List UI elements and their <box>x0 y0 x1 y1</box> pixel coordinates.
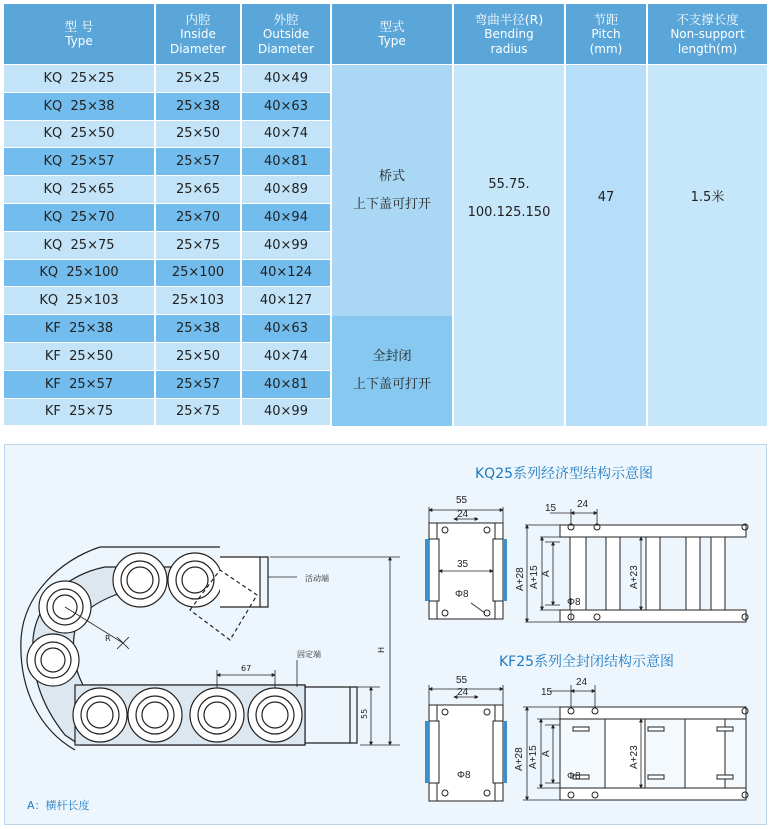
cell-inside: 25×50 <box>156 121 242 149</box>
cell-type: KF 25×50 <box>4 343 156 371</box>
header-pitch-en: Pitch (mm) <box>589 26 623 56</box>
cross-bar-note: A：横杆长度 <box>27 799 90 812</box>
cell-outside: 40×94 <box>242 204 332 232</box>
non-support-value: 1.5米 <box>690 190 725 205</box>
bending-radius-line2: 100.125.150 <box>467 205 551 220</box>
cell-outside: 40×127 <box>242 287 332 315</box>
label-r: R <box>105 634 111 643</box>
kq-dim-55: 55 <box>456 495 468 506</box>
cell-outside: 40×124 <box>242 260 332 288</box>
cell-type: KQ 25×100 <box>4 260 156 288</box>
kq-dim-a23: A+23 <box>629 565 640 589</box>
header-type <box>4 4 156 64</box>
kq-dim-15: 15 <box>545 503 557 514</box>
spec-table <box>4 4 767 426</box>
kq-dim-35: 35 <box>457 559 469 570</box>
kq-diagram-title: KQ25系列经济型结构示意图 <box>475 466 654 482</box>
diagram-drawing <box>5 445 768 826</box>
kq-dim-phi8-top: Φ8 <box>567 597 581 608</box>
cell-inside: 25×65 <box>156 176 242 204</box>
cell-inside: 25×57 <box>156 371 242 399</box>
kf-end-view <box>425 685 507 801</box>
header-bending-cn: 弯曲半径(R) <box>474 11 544 27</box>
cell-type: KF 25×57 <box>4 371 156 399</box>
label-h: H <box>377 646 386 653</box>
style-kq-line1: 桥式 <box>378 168 405 184</box>
cell-inside: 25×75 <box>156 399 242 427</box>
cell-type: KQ 25×25 <box>4 65 156 93</box>
kq-dim-a: A <box>541 570 552 577</box>
upper-links <box>113 553 222 607</box>
style-kf-line2: 上下盖可打开 <box>352 377 431 392</box>
kf-dim-24: 24 <box>457 687 469 698</box>
cell-outside: 40×81 <box>242 148 332 176</box>
cell-outside: 40×81 <box>242 371 332 399</box>
kq-dim-24-top: 24 <box>577 499 589 510</box>
cell-outside: 40×63 <box>242 315 332 343</box>
lower-links <box>73 685 305 745</box>
cell-type: KQ 25×38 <box>4 93 156 121</box>
cell-inside: 25×100 <box>156 260 242 288</box>
header-style-cn: 型式 <box>379 19 405 34</box>
pitch-cell <box>566 65 648 426</box>
style-kq-line2: 上下盖可打开 <box>352 196 431 212</box>
kq-dim-a15: A+15 <box>529 565 540 589</box>
kf-dim-55: 55 <box>456 675 468 686</box>
fixed-end-bracket <box>305 687 357 743</box>
cell-outside: 40×99 <box>242 232 332 260</box>
label-dim-55-side: 55 <box>360 708 369 719</box>
header-bending-en: Bending radius <box>484 26 534 56</box>
bending-radius-cell <box>454 65 566 426</box>
header-outside-cn: 外腔 <box>273 11 299 27</box>
diagram-panel <box>4 444 767 825</box>
cell-type: KQ 25×65 <box>4 176 156 204</box>
header-outside-en: Outside Diameter <box>257 26 315 56</box>
cell-inside: 25×103 <box>156 287 242 315</box>
cell-outside: 40×49 <box>242 65 332 93</box>
style-kq-cell <box>332 65 454 316</box>
cell-inside: 25×50 <box>156 343 242 371</box>
label-fixed-end: 固定端 <box>297 650 321 659</box>
kf-diagram-title: KF25系列全封闭结构示意图 <box>499 654 675 670</box>
cell-type: KQ 25×70 <box>4 204 156 232</box>
cell-inside: 25×38 <box>156 93 242 121</box>
header-style <box>332 4 454 64</box>
kf-dim-24-top: 24 <box>576 677 588 688</box>
cell-outside: 40×74 <box>242 343 332 371</box>
cell-outside: 40×99 <box>242 399 332 427</box>
header-style-en: Type <box>378 34 406 48</box>
cell-outside: 40×63 <box>242 93 332 121</box>
cell-outside: 40×89 <box>242 176 332 204</box>
cell-inside: 25×57 <box>156 148 242 176</box>
kq-dim-a28: A+28 <box>515 567 526 591</box>
cell-inside: 25×25 <box>156 65 242 93</box>
cell-type: KQ 25×103 <box>4 287 156 315</box>
non-support-cell <box>648 65 767 426</box>
cell-outside: 40×74 <box>242 121 332 149</box>
kf-dim-phi8-top: Φ8 <box>567 771 581 782</box>
kf-dim-a23: A+23 <box>629 745 640 769</box>
header-type-cn: 型 号 <box>64 19 94 34</box>
header-type-en: Type <box>65 34 93 48</box>
label-dim-67: 67 <box>241 664 252 673</box>
header-inside <box>156 4 242 64</box>
cell-type: KQ 25×57 <box>4 148 156 176</box>
header-outside <box>242 4 332 64</box>
kq-dim-24: 24 <box>457 509 469 520</box>
kf-dim-a: A <box>541 750 552 757</box>
style-kf-cell <box>332 316 454 426</box>
header-bending <box>454 4 566 64</box>
bending-radius-line1: 55.75. <box>488 177 530 192</box>
cell-type: KF 25×38 <box>4 315 156 343</box>
kq-dim-phi8: Φ8 <box>455 589 469 600</box>
kf-dim-a28: A+28 <box>514 747 525 771</box>
header-pitch-cn: 节距 <box>593 11 619 27</box>
header-inside-cn: 内腔 <box>185 11 211 27</box>
header-pitch <box>566 4 648 64</box>
cell-inside: 25×70 <box>156 204 242 232</box>
kf-dim-15: 15 <box>541 687 553 698</box>
kf-top-view <box>523 685 748 800</box>
label-moving-end: 活动端 <box>305 574 329 583</box>
cell-inside: 25×75 <box>156 232 242 260</box>
kf-dim-phi8: Φ8 <box>457 770 471 781</box>
style-kf-line1: 全封闭 <box>372 349 412 364</box>
cell-type: KQ 25×75 <box>4 232 156 260</box>
header-non-support <box>648 4 767 64</box>
cell-inside: 25×38 <box>156 315 242 343</box>
cell-type: KQ 25×50 <box>4 121 156 149</box>
pitch-value: 47 <box>597 190 615 205</box>
kf-dim-a15: A+15 <box>528 745 539 769</box>
cell-type: KF 25×75 <box>4 399 156 427</box>
header-inside-en: Inside Diameter <box>169 26 227 56</box>
header-non-support-en: Non-support length(m) <box>670 26 745 56</box>
header-non-support-cn: 不支撑长度 <box>676 11 739 27</box>
